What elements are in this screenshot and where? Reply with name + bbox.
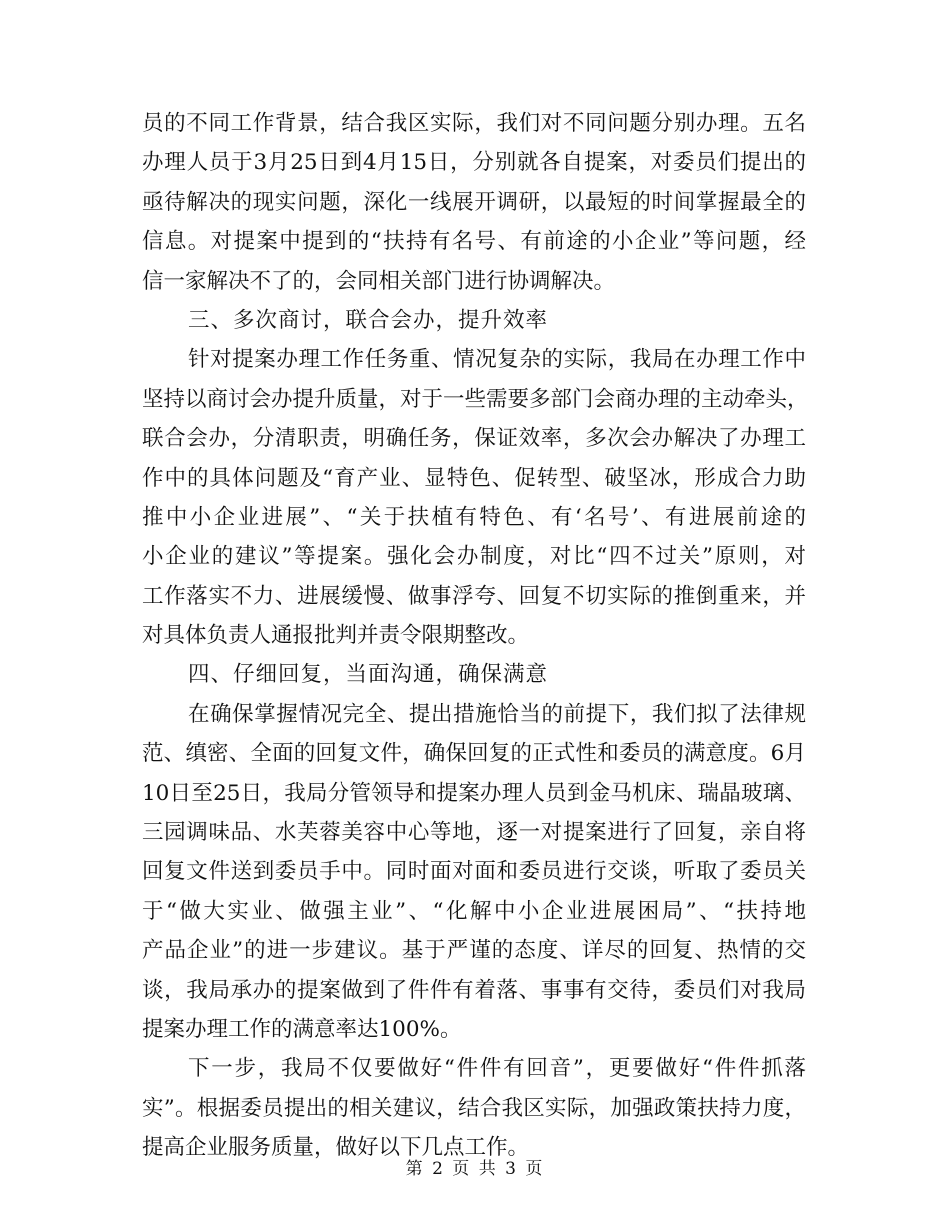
body-line: 三园调味品、水芙蓉美容中心等地，逐一对提案进行了回复，亲自将: [142, 820, 806, 846]
body-line: 于“做大实业、做强主业”、“化解中小企业进展困局”、“扶持地: [142, 898, 806, 924]
body-line: 针对提案办理工作任务重、情况复杂的实际，我局在办理工作中: [188, 347, 806, 373]
body-line: 提高企业服务质量，做好以下几点工作。: [142, 1135, 530, 1161]
page-number-footer: 第 2 页 共 3 页: [405, 1159, 545, 1179]
section-heading: 四、仔细回复，当面沟通，确保满意: [188, 662, 549, 688]
body-line: 亟待解决的现实问题，深化一线展开调研，以最短的时间掌握最全的: [142, 189, 806, 215]
body-line: 工作落实不力、进展缓慢、做事浮夸、回复不切实际的推倒重来，并: [142, 583, 806, 609]
body-line: 小企业的建议”等提案。强化会办制度，对比“四不过关”原则，对: [142, 544, 806, 570]
body-line: 回复文件送到委员手中。同时面对面和委员进行交谈，听取了委员关: [142, 859, 806, 885]
body-line: 联合会办，分清职责，明确任务，保证效率，多次会办解决了办理工: [142, 426, 806, 452]
body-line: 推中小企业进展”、“关于扶植有特色、有‘名号’、有进展前途的: [142, 504, 806, 530]
body-line: 作中的具体问题及“育产业、显特色、促转型、破坚冰，形成合力助: [142, 465, 806, 491]
body-line: 在确保掌握情况完全、提出措施恰当的前提下，我们拟了法律规: [188, 701, 806, 727]
body-line: 实”。根据委员提出的相关建议，结合我区实际，加强政策扶持力度，: [142, 1095, 806, 1121]
body-line: 产品企业”的进一步建议。基于严谨的态度、详尽的回复、热情的交: [142, 938, 806, 964]
body-line: 10日至25日，我局分管领导和提案办理人员到金马机床、瑞晶玻璃、: [142, 780, 806, 806]
section-heading: 三、多次商讨，联合会办，提升效率: [188, 307, 549, 333]
body-line: 对具体负责人通报批判并责令限期整改。: [142, 623, 530, 649]
body-line: 范、缜密、全面的回复文件，确保回复的正式性和委员的满意度。6月: [142, 741, 806, 767]
body-line: 员的不同工作背景，结合我区实际，我们对不同问题分别办理。五名: [142, 111, 806, 136]
body-line: 办理人员于3月25日到4月15日，分别就各自提案，对委员们提出的: [142, 150, 806, 176]
body-line: 坚持以商讨会办提升质量，对于一些需要多部门会商办理的主动牵头，: [142, 386, 809, 412]
body-line: 下一步，我局不仅要做好“件件有回音”，更要做好“件件抓落: [188, 1056, 806, 1082]
document-body: [142, 104, 809, 1168]
body-line: 信一家解决不了的，会同相关部门进行协调解决。: [142, 268, 616, 294]
body-line: 提案办理工作的满意率达100%。: [142, 1016, 462, 1042]
body-line: 谈，我局承办的提案做到了件件有着落、事事有交待，委员们对我局: [142, 977, 806, 1003]
body-line: 信息。对提案中提到的“扶持有名号、有前途的小企业”等问题，经: [142, 229, 806, 255]
